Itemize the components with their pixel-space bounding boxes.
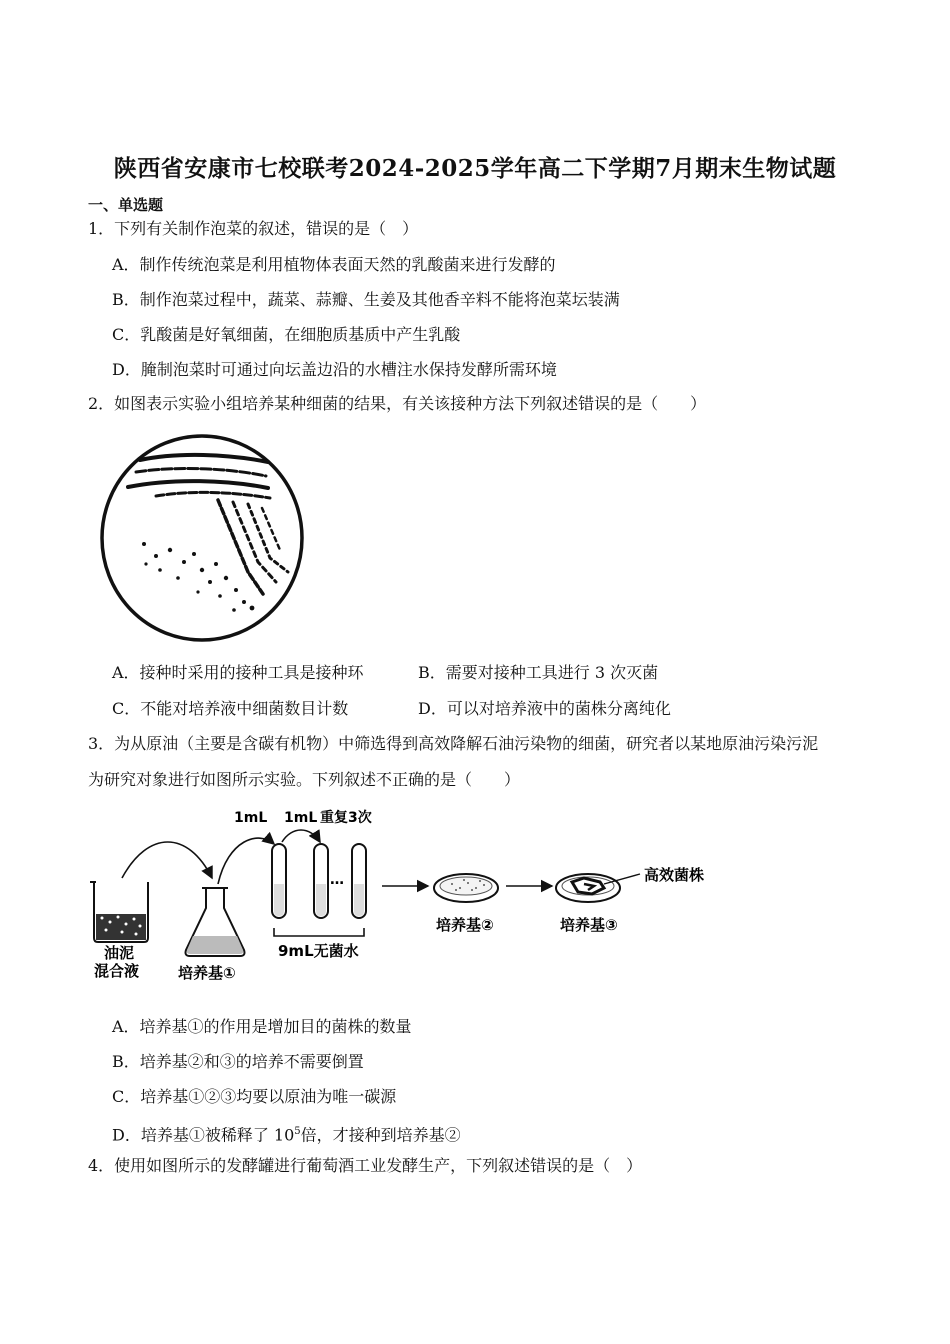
strain-label: 高效菌株 (644, 866, 705, 884)
q3-option-c: C．培养基①②③均要以原油为唯一碳源 (112, 1087, 397, 1106)
ellipsis-label: … (330, 872, 344, 888)
q1-option-b: B．制作泡菜过程中，蔬菜、蒜瓣、生姜及其他香辛料不能将泡菜坛装满 (112, 290, 620, 309)
water-label: 9mL无菌水 (278, 942, 359, 960)
petri-dish-icon (556, 874, 620, 902)
q1-option-c: C．乳酸菌是好氧细菌，在细胞质基质中产生乳酸 (112, 325, 461, 344)
q3-option-d (112, 1122, 461, 1145)
q3-stem-line2: 为研究对象进行如图所示实验。下列叙述不正确的是（ ） (88, 770, 521, 789)
q2-option-d: D．可以对培养液中的菌株分离纯化 (418, 699, 671, 718)
volume-label-a: 1mL (234, 810, 268, 826)
plate2-label: 培养基② (436, 916, 494, 934)
petri-dish-icon (434, 874, 498, 902)
q3-option-d-exponent: 5 (294, 1126, 301, 1137)
flask-icon (186, 888, 245, 956)
repeat-label: 重复3次 (320, 810, 372, 826)
q4-stem: 4．使用如图所示的发酵罐进行葡萄酒工业发酵生产，下列叙述错误的是（ ） (88, 1156, 643, 1175)
q1-stem: 1．下列有关制作泡菜的叙述，错误的是（ ） (88, 219, 419, 238)
section-heading: 一、单选题 (88, 196, 164, 214)
volume-label-b: 1mL (284, 810, 318, 826)
test-tube-icon (352, 844, 366, 918)
q1-option-d: D．腌制泡菜时可通过向坛盖边沿的水槽注水保持发酵所需环境 (112, 360, 557, 379)
streak-plate-figure (98, 432, 308, 644)
q2-option-a: A．接种时采用的接种工具是接种环 (112, 663, 364, 682)
flask-label: 培养基① (178, 964, 236, 982)
q1-option-a: A．制作传统泡菜是利用植物体表面天然的乳酸菌来进行发酵的 (112, 255, 556, 274)
q2-option-b: B．需要对接种工具进行 3 次灭菌 (418, 663, 659, 682)
q3-stem-line1: 3．为从原油（主要是含碳有机物）中筛选得到高效降解石油污染物的细菌，研究者以某地原油污染污泥 (88, 734, 819, 753)
page-title: 陕西省安康市七校联考2024-2025学年高二下学期7月期末生物试题 (113, 155, 837, 182)
q3-option-a: A．培养基①的作用是增加目的菌株的数量 (112, 1017, 412, 1036)
q3-option-d-text: D．培养基①被稀释了 10 (112, 1125, 295, 1145)
q2-option-c: C．不能对培养液中细菌数目计数 (112, 699, 349, 718)
beaker-icon (90, 882, 148, 942)
q2-stem: 2．如图表示实验小组培养某种细菌的结果，有关该接种方法下列叙述错误的是（ ） (88, 394, 707, 413)
q3-option-b: B．培养基②和③的培养不需要倒置 (112, 1052, 364, 1071)
beaker-label-1: 油泥 (104, 944, 135, 962)
beaker-label-2: 混合液 (94, 962, 140, 980)
plate3-label: 培养基③ (560, 916, 618, 934)
screening-experiment-figure (88, 800, 728, 990)
test-tube-icon (314, 844, 328, 918)
q3-option-d-text-end: 倍，才接种到培养基② (300, 1125, 461, 1145)
test-tube-icon (272, 844, 286, 918)
